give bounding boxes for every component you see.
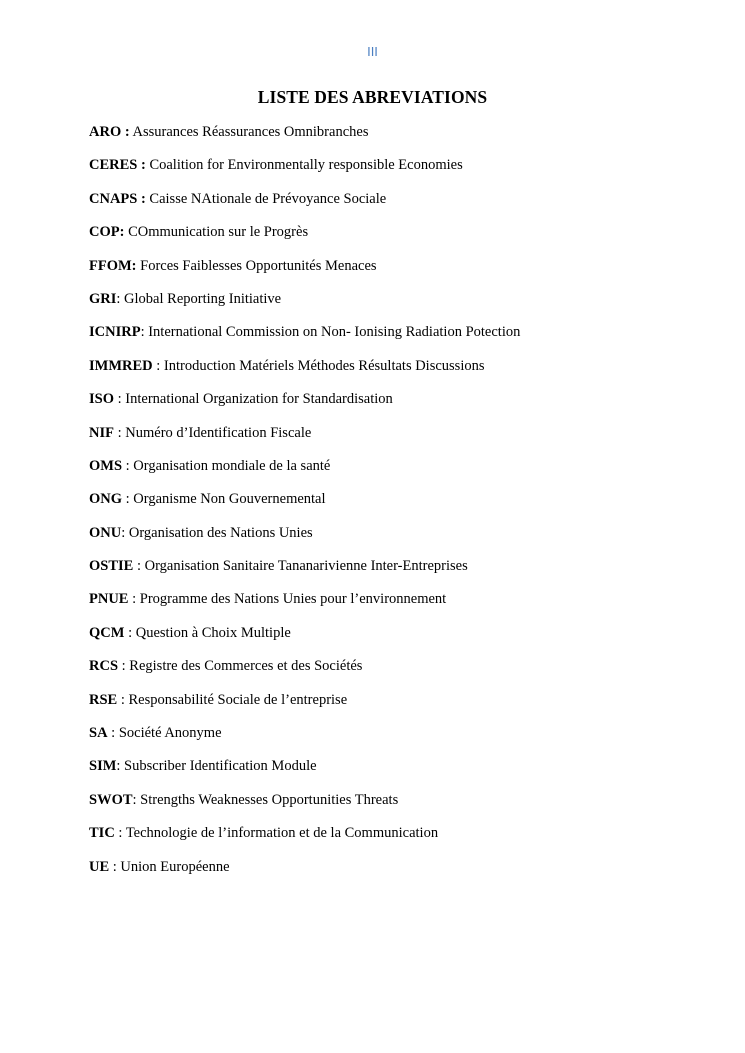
page-title: LISTE DES ABREVIATIONS (257, 87, 488, 107)
abbreviation-entry (89, 288, 689, 321)
abbreviation-definition: COmmunication sur le Progrès (124, 224, 309, 241)
abbreviation-entry (89, 555, 689, 588)
abbreviation-entry (89, 622, 689, 655)
abbreviation-entry (89, 522, 689, 555)
abbreviation-definition: : Subscriber Identification Module (116, 758, 317, 775)
abbreviation-definition: : Société Anonyme (107, 725, 222, 742)
abbreviation-entry (89, 689, 689, 722)
abbreviation-definition: : Responsabilité Sociale de l’entreprise (117, 691, 348, 708)
abbreviation-code: CERES : (89, 157, 146, 174)
abbreviation-entry (89, 856, 689, 889)
abbreviation-code: RCS (89, 658, 119, 675)
abbreviation-definition: : Registre des Commerces et des Sociétés (118, 658, 363, 675)
abbreviation-definition: : Strengths Weaknesses Opportunities Threats (132, 791, 399, 808)
abbreviation-entry (89, 121, 689, 154)
abbreviation-definition: Coalition for Environmentally responsible Economies (145, 157, 463, 174)
abbreviation-code: FFOM: (89, 257, 137, 274)
abbreviation-entry (89, 221, 689, 254)
abbreviation-code: SWOT (89, 791, 133, 808)
abbreviation-definition: : Organisation mondiale de la santé (122, 457, 331, 474)
abbreviation-entry (89, 588, 689, 621)
abbreviation-entry (89, 789, 689, 822)
abbreviation-code: CNAPS : (89, 190, 146, 207)
abbreviation-code: ONG (89, 491, 123, 508)
abbreviation-entry (89, 422, 689, 455)
abbreviation-definition: : Global Reporting Initiative (116, 290, 282, 307)
abbreviation-definition: : Numéro d’Identification Fiscale (113, 424, 312, 441)
abbreviation-code: OMS (89, 457, 123, 474)
abbreviation-code: IMMRED (89, 357, 153, 374)
abbreviation-definition: Caisse NAtionale de Prévoyance Sociale (145, 190, 387, 207)
abbreviation-definition: : Programme des Nations Unies pour l’environnement (128, 591, 447, 608)
abbreviation-entry (89, 722, 689, 755)
abbreviation-list (89, 121, 689, 889)
abbreviation-code: COP: (89, 224, 125, 241)
abbreviation-definition: : Organisation des Nations Unies (121, 524, 313, 541)
abbreviation-entry (89, 755, 689, 788)
abbreviation-entry (89, 455, 689, 488)
abbreviation-code: PNUE (89, 591, 129, 608)
abbreviation-code: QCM (89, 624, 125, 641)
abbreviation-entry (89, 388, 689, 421)
abbreviation-entry (89, 655, 689, 688)
abbreviation-code: ISO (89, 391, 114, 408)
abbreviation-code: ONU (89, 524, 122, 541)
abbreviation-code: SA (89, 725, 108, 742)
abbreviation-definition: : Question à Choix Multiple (124, 624, 291, 641)
abbreviation-definition: : Organisation Sanitaire Tananarivienne Inter-Entreprises (133, 558, 468, 575)
abbreviation-entry (89, 188, 689, 221)
abbreviation-code: ICNIRP (89, 324, 141, 341)
abbreviation-definition: : Introduction Matériels Méthodes Résultats Discussions (152, 357, 485, 374)
abbreviation-definition: : Union Européenne (109, 858, 230, 875)
abbreviation-code: ARO : (89, 124, 130, 140)
page-number: III (367, 44, 378, 59)
abbreviation-entry (89, 321, 689, 354)
abbreviation-definition: Assurances Réassurances Omnibranches (129, 124, 369, 140)
abbreviation-definition: : Technologie de l’information et de la Communication (114, 825, 439, 842)
abbreviation-code: NIF (89, 424, 114, 441)
abbreviation-code: UE (89, 858, 110, 875)
abbreviation-definition: Forces Faiblesses Opportunités Menaces (136, 257, 377, 274)
abbreviation-code: SIM (89, 758, 117, 775)
abbreviation-entry (89, 822, 689, 855)
abbreviation-definition: : International Organization for Standardisation (114, 391, 393, 408)
abbreviation-definition: : International Commission on Non- Ionising Radiation Potection (140, 324, 521, 341)
abbreviation-code: GRI (89, 290, 117, 307)
abbreviation-entry (89, 154, 689, 187)
abbreviation-code: RSE (89, 691, 118, 708)
abbreviation-definition: : Organisme Non Gouvernemental (122, 491, 326, 508)
abbreviation-code: OSTIE (89, 558, 134, 575)
abbreviation-entry (89, 488, 689, 521)
abbreviation-code: TIC (89, 825, 115, 842)
abbreviation-entry (89, 355, 689, 388)
abbreviation-entry (89, 255, 689, 288)
